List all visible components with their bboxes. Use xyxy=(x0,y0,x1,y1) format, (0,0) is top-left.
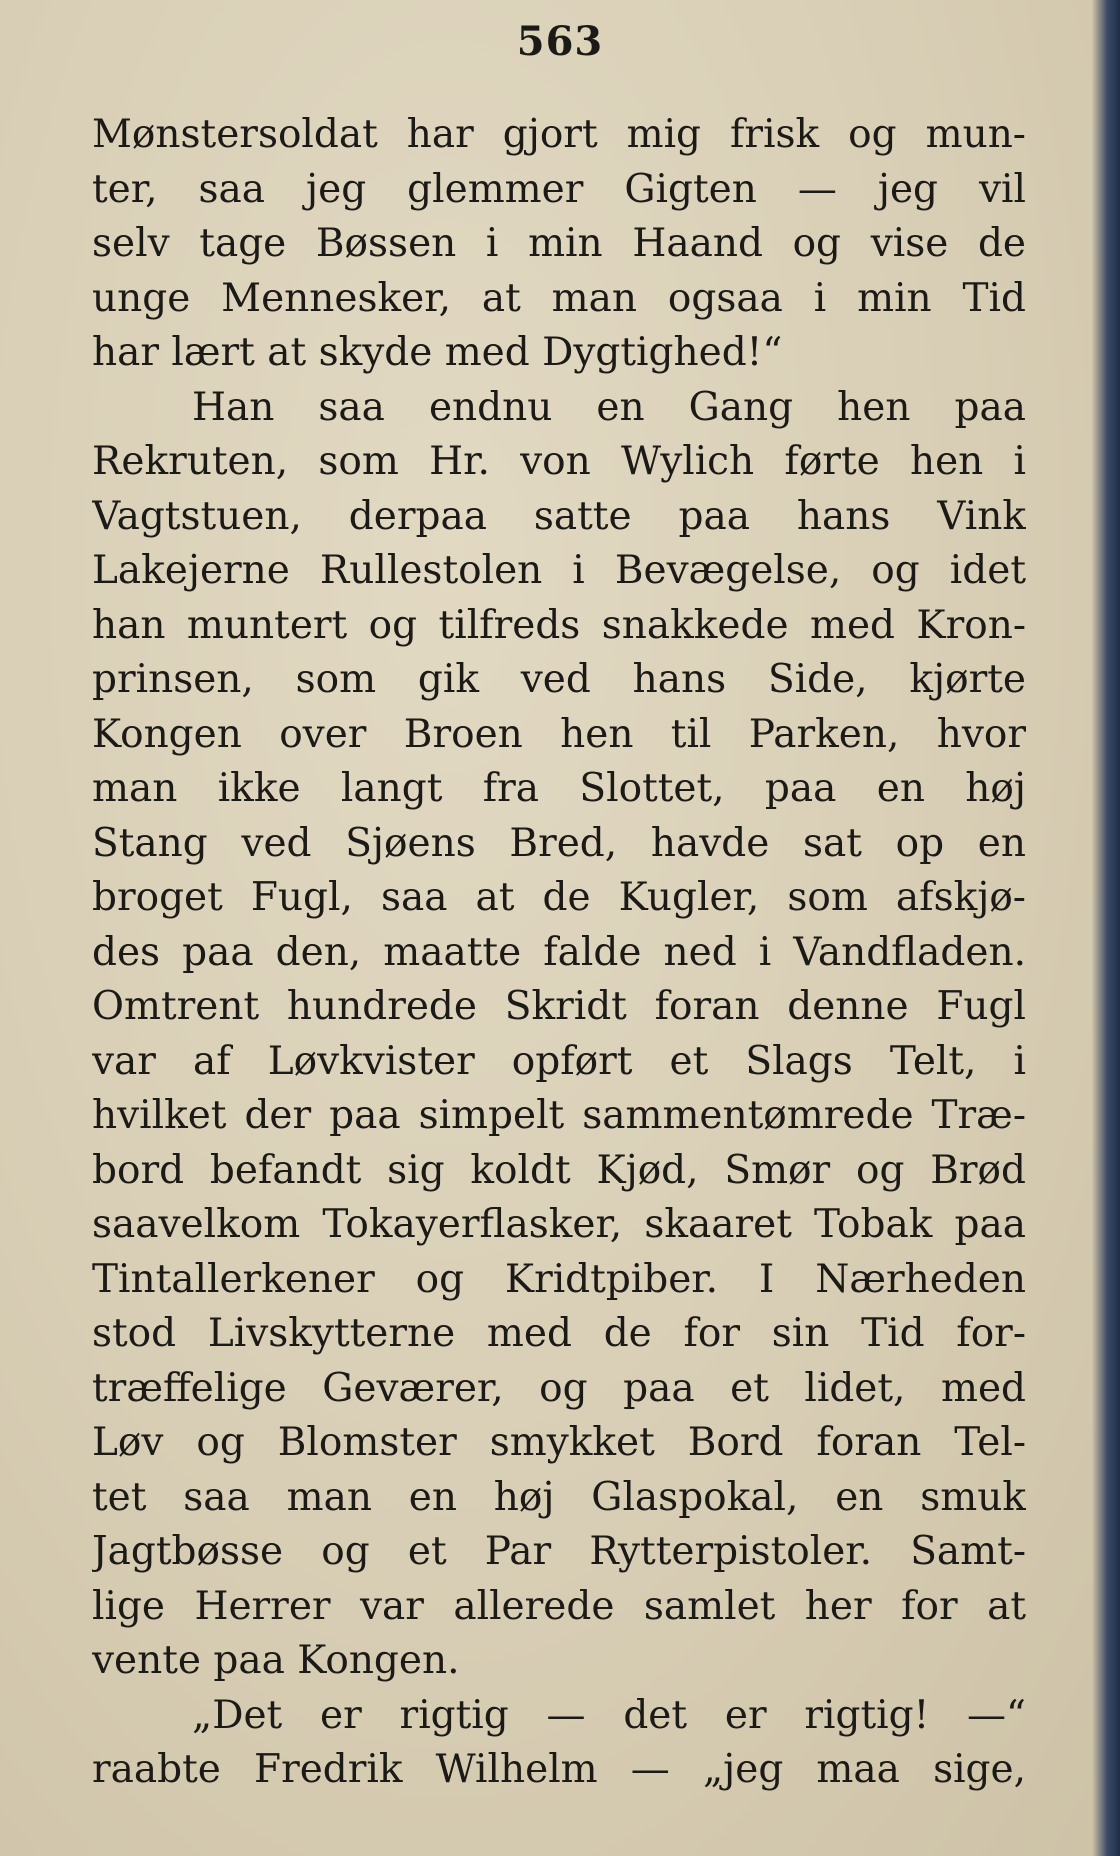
text-line: var af Løvkvister opført et Slags Telt, i xyxy=(92,1038,1026,1084)
text-line: Mønstersoldat har gjort mig frisk og mun- xyxy=(92,112,1026,157)
page-edge xyxy=(1092,0,1120,1856)
text-line: saavelkom Tokayerflasker, skaaret Tobak paa xyxy=(92,1202,1026,1247)
text-line: han muntert og tilfreds snakkede med Kron- xyxy=(92,602,1026,648)
text-line: des paa den, maatte falde ned i Vandfladen. xyxy=(92,929,1026,975)
text-line: vente paa Kongen. xyxy=(92,1638,460,1683)
body-text xyxy=(92,108,1026,1798)
text-line: Kongen over Broen hen til Parken, hvor xyxy=(92,711,1026,757)
text-line: broget Fugl, saa at de Kugler, som afskjø- xyxy=(92,875,1026,920)
text-line: træffelige Geværer, og paa et lidet, med xyxy=(92,1365,1026,1411)
text-line: Vagtstuen, derpaa satte paa hans Vink xyxy=(92,493,1026,539)
text-line: ter, saa jeg glemmer Gigten — jeg vil xyxy=(92,166,1026,212)
text-line: Han saa endnu en Gang hen paa xyxy=(192,384,1026,430)
text-line: Lakejerne Rullestolen i Bevægelse, og idet xyxy=(92,548,1026,593)
text-line: selv tage Bøssen i min Haand og vise de xyxy=(92,221,1026,266)
text-line: lige Herrer var allerede samlet her for at xyxy=(92,1583,1026,1629)
text-line: Rekruten, som Hr. von Wylich førte hen i xyxy=(92,439,1026,484)
text-line: prinsen, som gik ved hans Side, kjørte xyxy=(92,657,1026,702)
text-line: Løv og Blomster smykket Bord foran Tel- xyxy=(92,1420,1026,1465)
text-line: Omtrent hundrede Skridt foran denne Fugl xyxy=(92,984,1026,1029)
text-line: tet saa man en høj Glaspokal, en smuk xyxy=(92,1474,1026,1520)
text-line: raabte Fredrik Wilhelm — „jeg maa sige, xyxy=(92,1747,1026,1792)
text-line: man ikke langt fra Slottet, paa en høj xyxy=(92,766,1026,811)
text-line: har lært at skyde med Dygtighed!“ xyxy=(92,330,783,375)
page-number: 563 xyxy=(516,18,604,65)
text-line: hvilket der paa simpelt sammentømrede Træ- xyxy=(92,1093,1026,1138)
text-line: Tintallerkener og Kridtpiber. I Nærheden xyxy=(92,1256,1026,1302)
text-line: Stang ved Sjøens Bred, havde sat op en xyxy=(92,820,1026,866)
text-line: „Det er rigtig — det er rigtig! —“ xyxy=(192,1692,1026,1738)
text-line: bord befandt sig koldt Kjød, Smør og Brød xyxy=(92,1147,1026,1193)
text-line: Jagtbøsse og et Par Rytterpistoler. Samt- xyxy=(92,1529,1026,1574)
text-line: unge Mennesker, at man ogsaa i min Tid xyxy=(92,275,1026,321)
text-line: stod Livskytterne med de for sin Tid for- xyxy=(92,1311,1026,1356)
